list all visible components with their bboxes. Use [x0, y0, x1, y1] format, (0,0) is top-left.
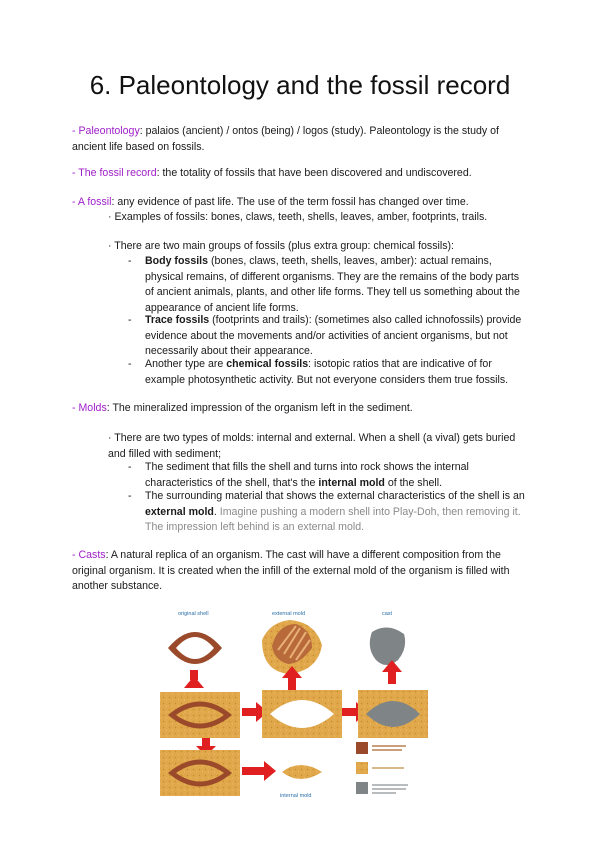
casts-term: Casts — [78, 549, 106, 561]
fossil-record-definition — [72, 166, 542, 182]
cast-shell — [370, 627, 405, 665]
molds-term: Molds — [78, 402, 107, 414]
internal-mold-shape — [282, 765, 322, 779]
trace-fossils-text: (footprints and trails): (sometimes also called ichnofossils) provide evidence about the movements and/or activities of ancient organisms, but not necessarily about their appearance. — [145, 314, 522, 357]
chemical-fossils-pre: Another type are — [145, 358, 227, 370]
legend-swatch-sediment — [356, 762, 368, 774]
paleontology-dash: - — [72, 125, 79, 137]
fossil-groups-intro: · There are two main groups of fossils (plus extra group: chemical fossils): — [108, 240, 455, 252]
fossil-term: A fossil — [77, 196, 112, 208]
paleontology-definition — [72, 124, 530, 155]
external-mold-label-top: external mold — [272, 611, 306, 617]
fossilization-diagram — [150, 600, 430, 806]
bullet-dash: - — [128, 255, 132, 267]
external-mold-item — [145, 489, 530, 536]
diagram-legend — [356, 742, 408, 794]
trace-fossils-term: Trace fossils — [145, 314, 210, 326]
molds-dash: - — [72, 402, 79, 414]
body-fossils-item — [145, 254, 530, 316]
fossil-dash: - — [72, 196, 78, 208]
fossil-record-dash: - — [72, 167, 79, 179]
fossil-examples: · Examples of fossils: bones, claws, teeth, shells, leaves, amber, footprints, trails. — [108, 211, 488, 223]
molds-definition — [72, 401, 542, 417]
chemical-fossils-term: chemical fossils — [226, 358, 309, 370]
bullet-dash: - — [128, 314, 132, 326]
body-fossils-term: Body fossils — [145, 255, 208, 267]
internal-mold-item — [145, 460, 530, 491]
scallop-fossil — [262, 620, 322, 674]
casts-dash: - — [72, 549, 79, 561]
external-mold-term: external mold — [145, 505, 214, 518]
trace-fossils-item — [145, 313, 530, 360]
external-mold-post: . — [213, 505, 217, 518]
bullet-dash: - — [128, 461, 132, 473]
sediment-filled-block — [160, 750, 240, 796]
fossil-record-text: : the totality of fossils that have been discovered and undiscovered. — [156, 167, 472, 179]
casts-definition — [72, 548, 532, 595]
chemical-fossils-item — [145, 357, 530, 388]
fossil-definition — [72, 195, 542, 211]
bullet-dash: - — [128, 490, 132, 502]
molds-text: : The mineralized impression of the organism left in the sediment. — [106, 402, 413, 414]
cast-in-mold-block — [358, 690, 428, 738]
original-shell — [168, 632, 222, 664]
chemical-fossils-text: : isotopic ratios that are indicative of for example photosynthetic activity. But not everyone considers them true fossils. — [145, 358, 509, 386]
cast-label: cast — [382, 611, 393, 617]
internal-mold-label: internal mold — [280, 793, 312, 799]
external-mold-pre: The surrounding material that shows the external characteristics of the shell is an — [145, 490, 525, 502]
internal-mold-post: of the shell. — [384, 476, 443, 489]
paleontology-text: palaios (ancient) / ontos (being) / logos (study). Paleontology is the study of ancient life based on fossils. — [72, 125, 499, 153]
internal-mold-pre: The sediment that fills the shell and turns into rock shows the internal characteristics of the shell, that's the — [145, 461, 469, 489]
external-mold-example: Imagine pushing a modern shell into Play-Doh, then removing it. The impression left behind is an external mold. — [145, 505, 521, 533]
fossil-record-term: The fossil record — [78, 167, 157, 179]
page-title: 6. Paleontology and the fossil record — [89, 70, 511, 100]
molds-types-intro: · There are two types of molds: internal and external. When a shell (a vival) gets buried and filled with sediment; — [108, 432, 516, 460]
internal-mold-term: internal mold — [318, 476, 385, 489]
paleontology-colon: : — [139, 125, 143, 137]
external-mold-block — [262, 690, 342, 738]
legend-swatch-shell — [356, 742, 368, 754]
bullet-dash: - — [128, 358, 132, 370]
buried-shell-block — [160, 692, 240, 738]
original-shell-label: original shell — [178, 611, 209, 617]
legend-swatch-cast — [356, 782, 368, 794]
body-fossils-text: (bones, claws, teeth, shells, leaves, amber): actual remains, physical remains, of different organisms. They are the remains of the body parts of ancient animals, plants, and other life forms. They tell us something about the appearance of ancient life forms. — [145, 255, 520, 314]
fossil-text: : any evidence of past life. The use of the term fossil has changed over time. — [111, 196, 469, 208]
casts-text: : A natural replica of an organism. The cast will have a different composition from the original organism. It is created when the infill of the external mold of the organism is filled with another substance. — [72, 549, 510, 592]
paleontology-term: Paleontology — [78, 125, 140, 137]
